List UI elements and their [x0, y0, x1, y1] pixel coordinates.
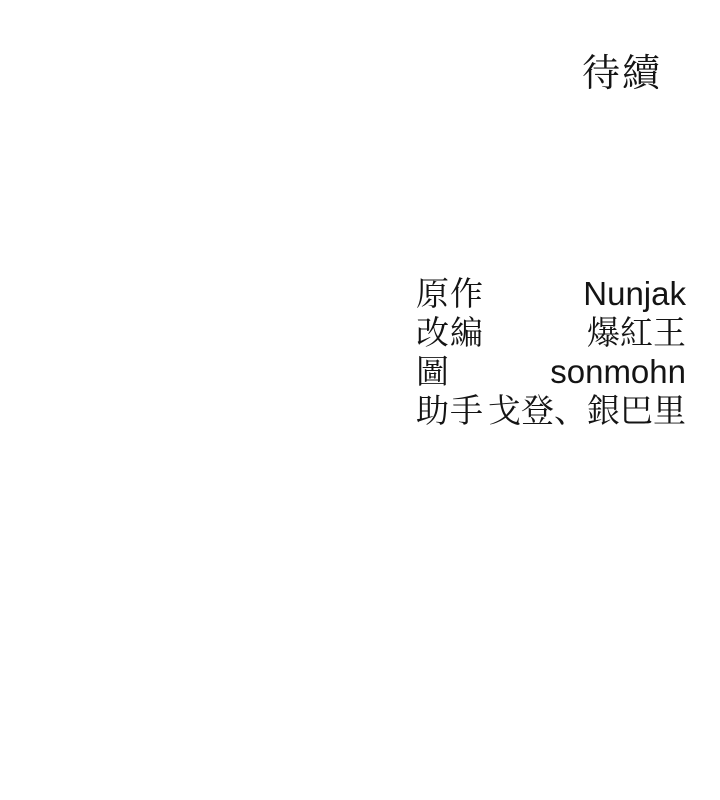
credit-label-art: 圖	[416, 353, 450, 390]
credit-label-assistants: 助手	[416, 392, 484, 429]
credit-value-assistants: 戈登、銀巴里	[488, 392, 686, 429]
credit-label-original-author: 原作	[416, 275, 484, 312]
credit-value-original-author: Nunjak	[583, 275, 686, 312]
credit-label-adaptation: 改編	[416, 314, 484, 351]
credit-value-art: sonmohn	[550, 353, 686, 390]
credit-row-art	[416, 352, 686, 391]
to-be-continued-text: 待續	[581, 53, 662, 95]
credit-row-adaptation	[416, 313, 686, 352]
credit-value-adaptation: 爆紅王	[587, 314, 686, 351]
credits-block	[416, 274, 686, 430]
credit-row-assistants	[416, 391, 686, 430]
credit-row-original-author	[416, 274, 686, 313]
